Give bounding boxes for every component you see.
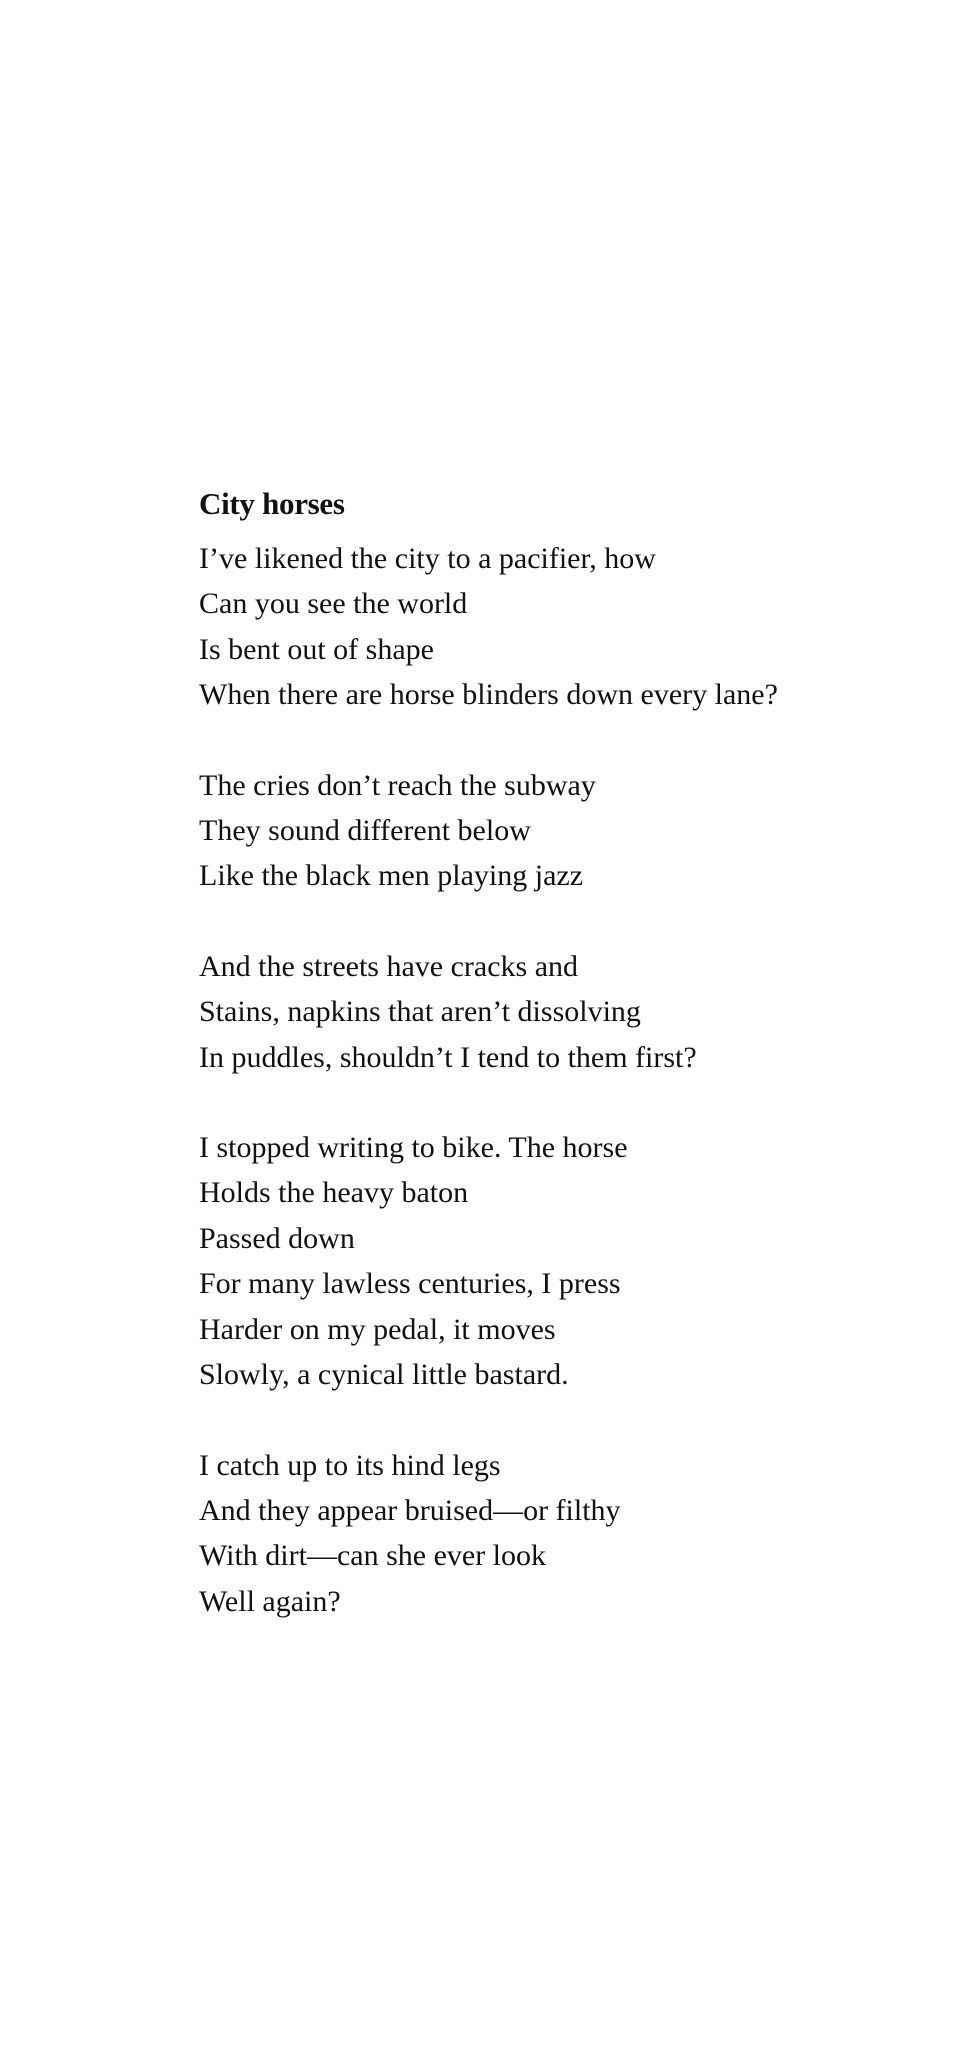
poem-line: Is bent out of shape [199,632,434,666]
poem-line: For many lawless centuries, I press [199,1267,621,1301]
poem-line: Holds the heavy baton [199,1176,469,1210]
poem-line: Can you see the world [199,587,468,621]
poem-line: I catch up to its hind legs [199,1448,501,1482]
stanza-3 [199,944,939,1080]
poem-line: Like the black men playing jazz [199,859,584,893]
poem-line: Well again? [199,1584,341,1618]
poem-line: And the streets have cracks and [199,949,579,983]
stanza-1 [199,536,939,718]
poem-line: Slowly, a cynical little bastard. [199,1358,569,1392]
poem-line: I’ve likened the city to a pacifier, how [199,542,656,575]
poem-line: Harder on my pedal, it moves [199,1312,556,1346]
stanza-2 [199,763,939,899]
poem-line: And they appear bruised—or filthy [199,1493,621,1527]
poem-title: City horses [199,486,345,521]
poem-line: Passed down [199,1221,355,1255]
poem-line: When there are horse blinders down every lane? [199,678,778,712]
poem-line: With dirt—can she ever look [199,1539,547,1573]
poem [199,482,939,1669]
poem-line: In puddles, shouldn’t I tend to them first? [199,1040,697,1074]
poem-line: Stains, napkins that aren’t dissolving [199,995,641,1029]
poem-line: I stopped writing to bike. The horse [199,1131,628,1165]
poem-line: They sound different below [199,814,531,848]
stanza-5 [199,1443,939,1625]
stanza-4 [199,1125,939,1397]
poem-line: The cries don’t reach the subway [199,768,596,802]
